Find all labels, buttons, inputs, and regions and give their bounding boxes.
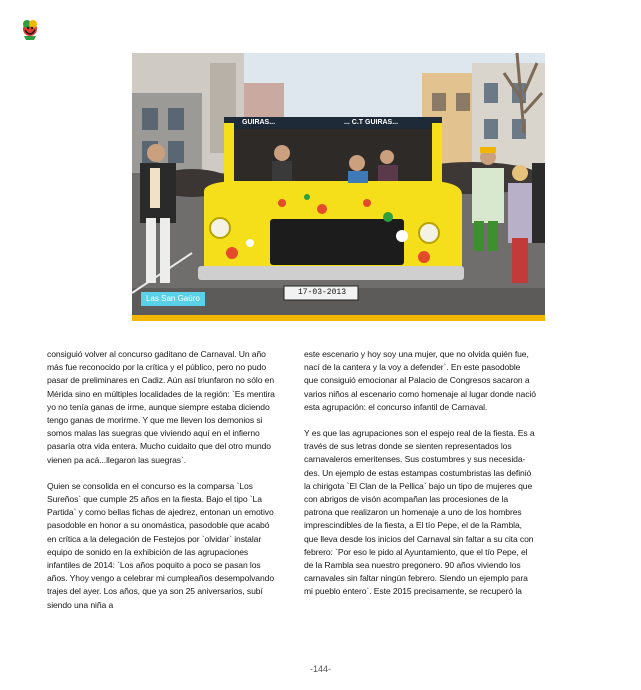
paragraph: consiguió volver al concurso gaditano de Carnaval. Un año más fue reconocido por la crítica y el público, pero no pudo pasar de preliminares en Cadiz. Aún así triunfaron no sólo en Mérida sino en múltiples localidades de la región: `Es mentira yo no tenía ganas de irme, aunque siempre estaba diciendo tengo ganas de morirme. Y que me lleven los demonios si somos malas las suegras que viviendo aquí en el infierno pasaría otra vida entera. Mucho cuidaito que del otro mundo vienen pa acá...llegaron las suegras`. bbox=[47, 349, 275, 465]
article-column-left bbox=[47, 348, 279, 625]
article-column-right bbox=[304, 348, 536, 612]
yellow-car bbox=[198, 117, 464, 300]
paragraph: Quien se consolida en el concurso es la comparsa `Los Sureños` que cumple 25 años en la fiesta. Bajo el tipo `La Partida` y como bellas fichas de ajedrez, entonan un emotivo pasodoble en honor a su onomástica, pasodoble que acabó en crítica a la delegación de Festejos por `olvidar` instalar equipo de sonido en la exhibición de las agrupaciones infantiles de 2014: `Los años poquito a poco se pasan los años. Yhoy vengo a celebrar mi cumpleaños desempolvando trajes del ayer. Los años, que ya son 25 aniversarios, subí siendo una niña a bbox=[47, 480, 274, 610]
paragraph: este escenario y hoy soy una mujer, que no olvida quién fue, nací de la cantera y la voy a defender`. En este pasodoble que consiguió emocionar al Palacio de Congresos sacaron a varios niños al escenario como homenaje al lugar donde nació esta agrupación: el concurso infantil de Carnaval. bbox=[304, 349, 536, 412]
parade-scene bbox=[132, 53, 545, 315]
person-right bbox=[472, 168, 504, 223]
car-sign-left: GUIRAS... bbox=[242, 119, 276, 126]
paragraph: Y es que las agrupaciones son el espejo real de la fiesta. Es a través de sus letras donde se sienten representados los carnavaleros emeritenses. Sus costumbres y sus necesida-des. Un ejemplo de estas estampas costumbristas las definió la chirigota `El Clan de la Pellica` bajo un tipo de mujeres que con abrigos de visón acompañan las procesiones de la patrona que realizaron un homenaje a uno de los hombres imprescindibles de la fiesta, a El tío Pepe, el de la Rambla, que lleva desde los inicios del Carnaval sin faltar a su cita con febrero: `Por eso le pido al Ayuntamiento, que el tío Pepe, el de la Rambla sea nuestro pregonero. 90 años viviendo los carnavales sin faltar ningún febrero. Siendo un ejemplo para mi pueblo entero`. Este 2015 precisamente, se recuperó la bbox=[304, 428, 535, 597]
license-plate: 17-03-2013 bbox=[297, 288, 346, 297]
carnival-logo-icon bbox=[20, 16, 40, 40]
photo-accent-bar bbox=[132, 315, 545, 321]
carnival-photo bbox=[132, 53, 545, 315]
photo-caption: Las San Gaúro bbox=[141, 292, 205, 306]
page-number: -144- bbox=[309, 664, 331, 674]
car-sign-right: ... C.T GUIRAS... bbox=[344, 119, 399, 126]
